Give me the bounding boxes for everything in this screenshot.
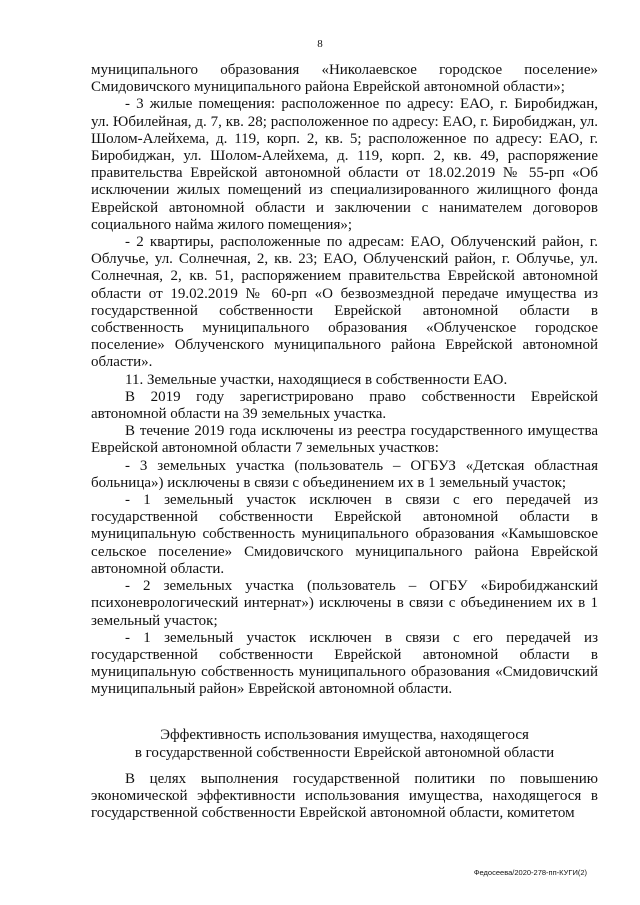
paragraph-apartments: - 2 квартиры, расположенные по адресам: ЕАО, Облученский район, г. Облучье, ул. Солнечная, 2, кв. 23; ЕАО, Облученский район, г. Облучье, ул. Солнечная, 2, кв. 51, распоряжением правительства Еврейской автономной области от 19.02.2019 № 60-рп «О безвозмездной передаче имущества из государственной собственности Еврейской автономной области в собственность муниципального образования «Облученское городское поселение» Облученского муниципального района Еврейской автономной области». [91, 234, 598, 371]
list-item-internat: - 2 земельных участка (пользователь – ОГБУ «Биробиджанский психоневрологический интернат») исключены в связи с объединением их в 1 земельный участок; [91, 578, 598, 629]
paragraph-excluded: В течение 2019 года исключены из реестра государственного имущества Еврейской автономной области 7 земельных участков: [91, 423, 598, 457]
final-text [91, 771, 598, 823]
section-heading-line-1: Эффективность использования имущества, находящегося [160, 727, 529, 743]
footer-document-code: Федосеева/2020-278-пп-КУГИ(2) [473, 868, 587, 877]
body-text [91, 62, 598, 699]
list-item-children-hospital: - 3 земельных участка (пользователь – ОГБУЗ «Детская областная больница») исключены в связи с объединением их в 1 земельный участок; [91, 457, 598, 491]
page-number: 8 [317, 38, 323, 50]
section-heading-line-2: в государственной собственности Еврейской автономной области [134, 745, 555, 762]
section-title-land-plots: 11. Земельные участки, находящиеся в собственности ЕАО. [125, 371, 508, 388]
section-heading [91, 726, 598, 762]
paragraph-residential-premises: - 3 жилые помещения: расположенное по адресу: ЕАО, г. Биробиджан, ул. Юбилейная, д. 7, кв. 28; расположенное по адресу: ЕАО, г. Биробиджан, ул. Шолом-Алейхема, д. 119, корп. 2, кв. 5; расположенное по адресу: ЕАО, г. Биробиджан, ул. Шолом-Алейхема, д. 119, корп. 2, кв. 49, распоряжение правительства Еврейской автономной области от 18.02.2019 № 55-рп «Об исключении жилых помещений из специализированного жилищного фонда Еврейской автономной области и заключении с нанимателем договоров социального найма жилого помещения»; [91, 96, 598, 233]
paragraph-continuation: муниципального образования «Николаевское городское поселение» Смидовичского муниципального района Еврейской автономной области»; [91, 62, 598, 96]
paragraph-registered: В 2019 году зарегистрировано право собственности Еврейской автономной области на 39 земельных участка. [91, 388, 598, 423]
list-item-smidovichsky: - 1 земельный участок исключен в связи с его передачей из государственной собственности Еврейской автономной области в муниципальную собственность муниципального образования «Смидовичский муниципальный район» Еврейской автономной области. [91, 629, 598, 698]
list-item-kamyshovskoe: - 1 земельный участок исключен в связи с его передачей из государственной собственности Еврейской автономной области в муниципальную собственность муниципального образования «Камышовское сельское поселение» Смидовичского муниципального района Еврейской автономной области. [91, 492, 598, 577]
paragraph-efficiency: В целях выполнения государственной политики по повышению экономической эффективности использования имущества, находящегося в государственной собственности Еврейской автономной области, комитетом [91, 771, 598, 822]
